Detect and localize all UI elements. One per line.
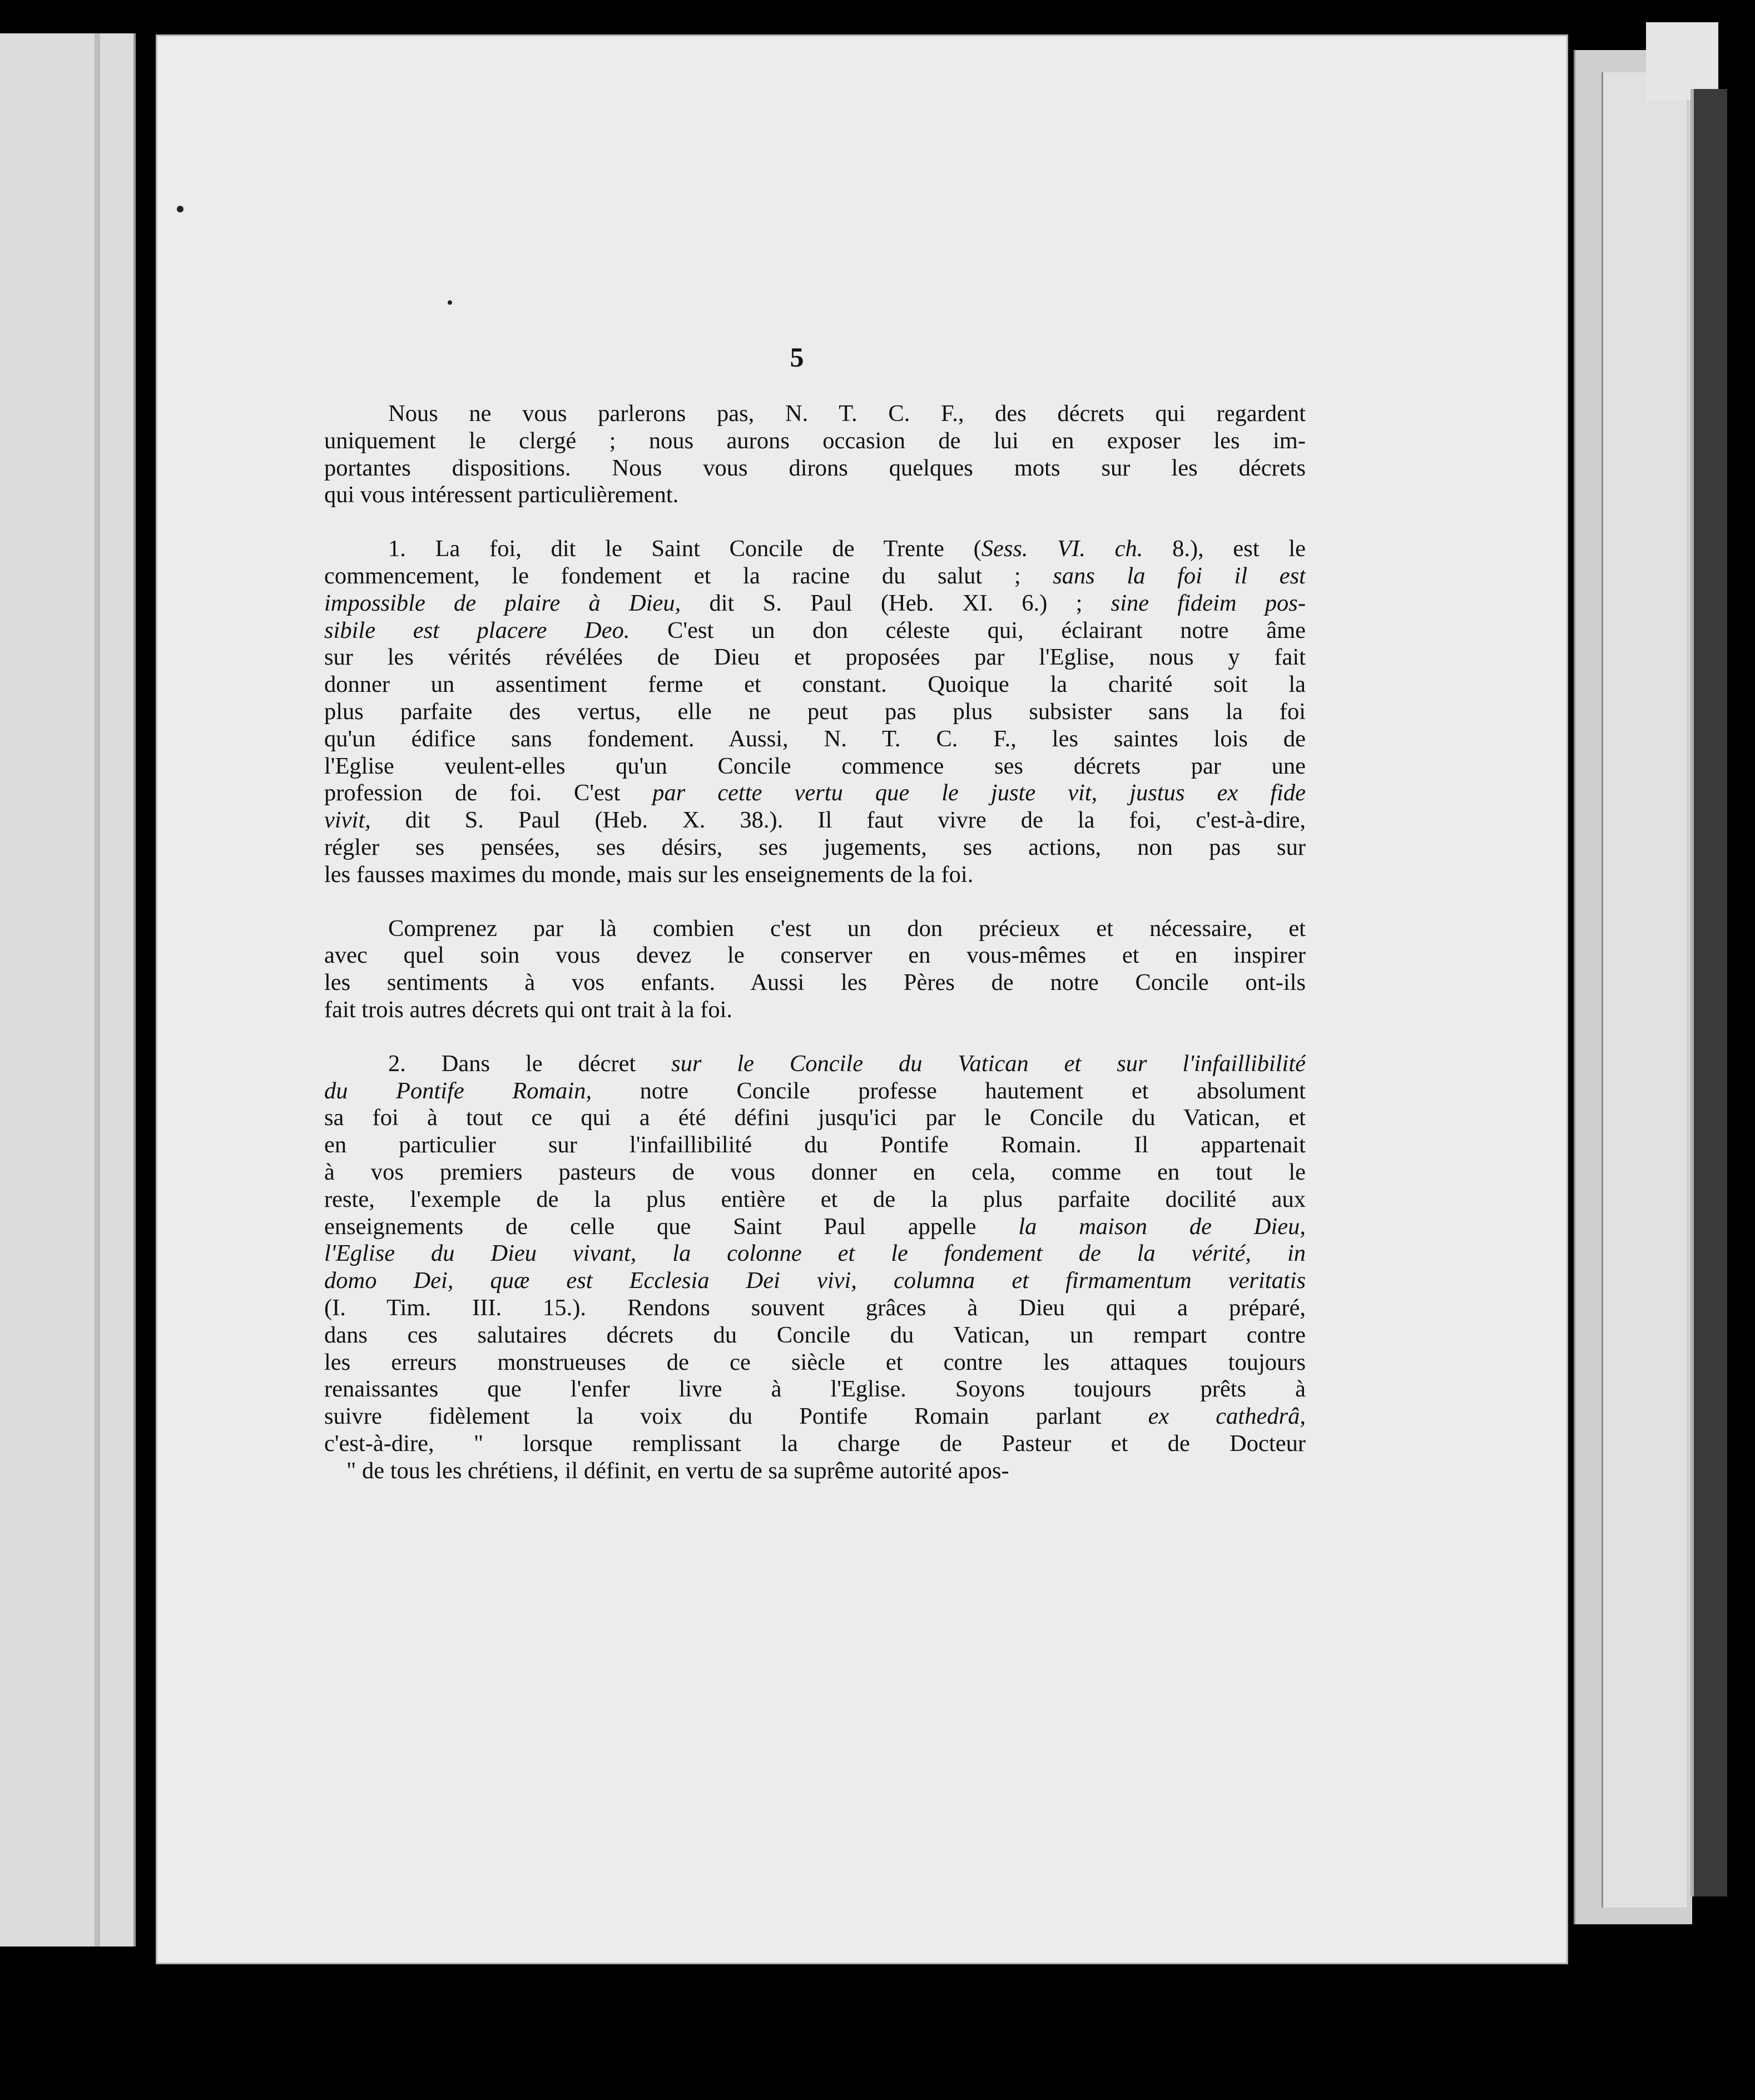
text-line [324,563,1306,590]
italic-text: ex cathedrâ, [1148,1403,1306,1430]
text-run: notre Concile professe hautement et absolument [592,1077,1306,1104]
text-run: qu'un édifice sans fondement. Aussi, N. T. C. F., les saintes lois de [324,725,1306,752]
text-run: régler ses pensées, ses désirs, ses jugements, ses actions, non pas sur [324,834,1306,860]
text-run: qui vous intéressent particulièrement. [324,482,679,508]
text-line [324,915,1306,943]
text-run: (I. Tim. III. 15.). Rendons souvent grâces à Dieu qui a préparé, [324,1294,1306,1321]
italic-text: vivit, [324,807,371,834]
text-run: les erreurs monstrueuses de ce siècle et contre les attaques toujours [324,1349,1306,1375]
text-run: 1. La foi, dit le Saint Concile de Trente ( [388,536,981,562]
page-fold [95,33,100,1947]
italic-text: domo Dei, quæ est Ecclesia Dei vivi, columna et firmamentum veritatis [324,1267,1306,1294]
text-run: plus parfaite des vertus, elle ne peut pas plus subsister sans la foi [324,698,1306,725]
text-run: à vos premiers pasteurs de vous donner en cela, comme en tout le [324,1158,1306,1185]
text-line [324,1078,1306,1105]
text-run: donner un assentiment ferme et constant. Quoique la charité soit la [324,671,1306,698]
text-line [324,671,1306,699]
text-line [324,644,1306,671]
text-run: suivre fidèlement la voix du Pontife Romain parlant [324,1403,1148,1430]
text-line [324,482,1306,509]
text-line [324,590,1306,617]
italic-text: sur le Concile du Vatican et sur l'infaillibilité [671,1050,1306,1077]
book-spine-edge [1690,89,1727,1896]
text-line [324,400,1306,428]
italic-text: par cette vertu que le juste vit, justus ex fide [652,780,1306,806]
text-run: enseignements de celle que Saint Paul appelle [324,1213,1019,1240]
text-line [324,699,1306,726]
italic-text: impossible de plaire à Dieu, [324,590,681,616]
italic-text: Sess. VI. ch. [981,536,1143,562]
text-run: sa foi à tout ce qui a été défini jusqu'ici par le Concile du Vatican, et [324,1105,1306,1131]
text-line [324,1376,1306,1403]
italic-text: la maison de Dieu, [1018,1213,1306,1240]
text-line [324,834,1306,861]
text-line [324,807,1306,834]
text-line [324,1214,1306,1241]
text-run: profession de foi. C'est [324,780,653,806]
paragraph [324,400,1306,509]
text-line [324,1458,1306,1485]
text-run: reste, l'exemple de la plus entière et de la plus parfaite docilité aux [324,1186,1306,1212]
text-line [324,1159,1306,1186]
text-line [324,536,1306,563]
text-run: dit S. Paul (Heb. XI. 6.) ; [681,590,1111,616]
text-line [324,861,1306,889]
text-run: dit S. Paul (Heb. X. 38.). Il faut vivre de la foi, c'est-à-dire, [370,807,1306,834]
text-run: 2. Dans le décret [388,1050,672,1077]
text-line [324,1403,1306,1430]
text-line [324,1349,1306,1376]
text-run: Nous ne vous parlerons pas, N. T. C. F., des décrets qui regardent [388,400,1306,427]
stacked-page-edge [1646,22,1718,100]
page-number: 5 [790,341,804,373]
stacked-page-edge [1602,72,1687,1908]
text-run: uniquement le clergé ; nous aurons occasion de lui en exposer les im- [324,427,1306,454]
italic-text: l'Eglise du Dieu vivant, la colonne et le fondement de la vérité, in [324,1240,1306,1267]
text-run: sur les vérités révélées de Dieu et proposées par l'Eglise, nous y fait [324,644,1306,671]
text-line [324,969,1306,997]
document-page [156,34,1568,1964]
text-line [324,1295,1306,1322]
paragraph [324,536,1306,888]
text-line [324,1267,1306,1295]
text-run: c'est-à-dire, " lorsque remplissant la charge de Pasteur et de Docteur [324,1430,1306,1457]
text-line [324,1105,1306,1132]
paragraph [324,915,1306,1024]
text-line [324,428,1306,455]
text-run: les sentiments à vos enfants. Aussi les Pères de notre Concile ont-ils [324,969,1306,996]
text-run: portantes dispositions. Nous vous dirons quelques mots sur les décrets [324,454,1306,481]
text-run: Comprenez par là combien c'est un don précieux et nécessaire, et [388,915,1306,942]
facing-page-edge [0,33,136,1947]
italic-text: sine fideim pos- [1110,590,1306,616]
ink-speck [177,206,184,212]
text-run: C'est un don céleste qui, éclairant notre âme [629,617,1306,643]
text-run: les fausses maximes du monde, mais sur les enseignements de la foi. [324,861,974,888]
text-run: avec quel soin vous devez le conserver en vous-mêmes et en inspirer [324,942,1306,969]
page-body-text [324,400,1306,1511]
text-run: l'Eglise veulent-elles qu'un Concile commence ses décrets par une [324,752,1306,779]
italic-text: sans la foi il est [1053,562,1306,589]
text-run: renaissantes que l'enfer livre à l'Eglise. Soyons toujours prêts à [324,1376,1306,1403]
italic-text: du Pontife Romain, [324,1077,592,1104]
text-run: " de tous les chrétiens, il définit, en vertu de sa suprême autorité apos- [346,1457,1009,1484]
text-line [324,1186,1306,1214]
text-line [324,780,1306,807]
text-run: fait trois autres décrets qui ont trait à la foi. [324,996,733,1023]
text-line [324,455,1306,482]
text-line [324,1132,1306,1159]
text-line [324,753,1306,780]
text-line [324,617,1306,645]
text-line [324,1051,1306,1078]
text-line [324,726,1306,753]
text-line [324,1240,1306,1267]
text-line [324,1430,1306,1458]
paragraph [324,1051,1306,1485]
text-line [324,942,1306,969]
text-run: dans ces salutaires décrets du Concile du Vatican, un rempart contre [324,1321,1306,1348]
text-line [324,1322,1306,1349]
text-run: en particulier sur l'infaillibilité du Pontife Romain. Il appartenait [324,1132,1306,1158]
ink-speck [448,300,452,305]
text-run: commencement, le fondement et la racine du salut ; [324,562,1053,589]
italic-text: sibile est placere Deo. [324,617,630,643]
text-line [324,997,1306,1024]
text-run: 8.), est le [1143,536,1306,562]
